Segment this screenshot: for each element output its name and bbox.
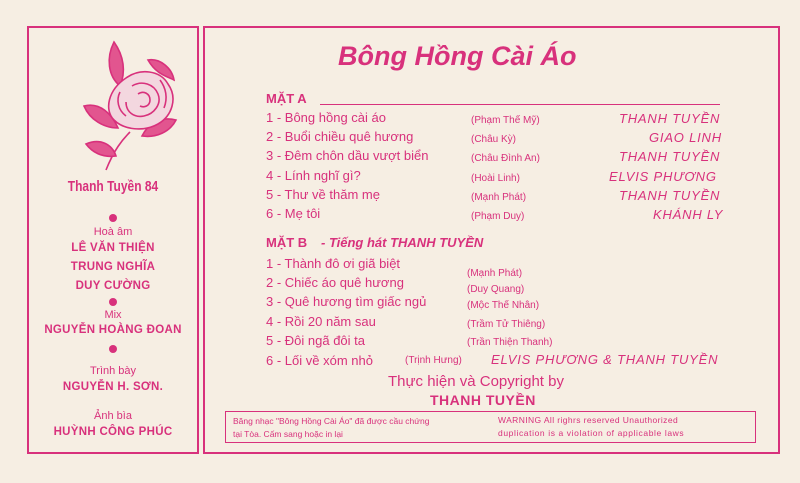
track-singer: KHÁNH LY bbox=[653, 207, 724, 222]
separator-dot bbox=[109, 298, 117, 306]
track-composer: (Trịnh Hưng) bbox=[405, 355, 462, 366]
tracklist-panel bbox=[203, 26, 780, 454]
track-title: 3 - Đêm chôn dầu vượt biển bbox=[266, 148, 429, 163]
brand-logo: Thanh Tuyền 84 bbox=[67, 178, 159, 195]
separator-dot bbox=[109, 345, 117, 353]
notice-text: tại Tòa. Cấm sang hoặc in lại bbox=[233, 429, 343, 439]
track-composer: (Trần Thiện Thanh) bbox=[467, 337, 553, 348]
track-composer: (Phạm Thế Mỹ) bbox=[471, 115, 540, 126]
track-composer: (Châu Đình An) bbox=[471, 153, 540, 164]
track-composer: (Mạnh Phát) bbox=[467, 268, 523, 279]
production-owner: THANH TUYỀN bbox=[430, 392, 536, 408]
track-title: 5 - Đôi ngã đôi ta bbox=[266, 333, 366, 348]
track-title: 2 - Buổi chiều quê hương bbox=[266, 129, 414, 144]
credits-panel bbox=[27, 26, 199, 454]
track-composer: (Mộc Thế Nhân) bbox=[467, 300, 540, 311]
track-composer: (Duy Quang) bbox=[467, 284, 525, 295]
track-composer: (Châu Kỳ) bbox=[471, 134, 517, 145]
track-title: 2 - Chiếc áo quê hương bbox=[266, 275, 404, 290]
side-b-subtitle: - Tiếng hát THANH TUYỀN bbox=[321, 235, 484, 250]
track-singer: THANH TUYỀN bbox=[619, 111, 721, 126]
track-composer: (Mạnh Phát) bbox=[471, 192, 527, 203]
track-title: 1 - Thành đô ơi giã biệt bbox=[266, 256, 401, 271]
separator-dot bbox=[109, 214, 117, 222]
side-b-label: MẶT B bbox=[266, 235, 308, 250]
credit-name: TRUNG NGHĨA bbox=[70, 261, 156, 273]
warning-text: WARNING All righrs reserved Unauthorized bbox=[498, 415, 679, 425]
credit-name: LÊ VĂN THIỆN bbox=[71, 242, 155, 254]
warning-text: duplication is a violation of applicable laws bbox=[498, 428, 685, 438]
track-singer: THANH TUYỀN bbox=[619, 149, 721, 164]
side-a-label: MẶT A bbox=[266, 91, 307, 106]
track-singer: GIAO LINH bbox=[649, 130, 722, 145]
credit-name: DUY CƯỜNG bbox=[75, 280, 151, 292]
credit-role: Trình bày bbox=[89, 365, 137, 377]
notice-text: Băng nhạc "Bông Hồng Cài Áo" đã được cầu chứng bbox=[233, 416, 430, 426]
side-a-rule bbox=[320, 104, 720, 105]
track-title: 6 - Lối về xóm nhỏ bbox=[266, 353, 373, 368]
credit-name: NGUYỄN H. SƠN. bbox=[62, 381, 164, 393]
track-title: 5 - Thư về thăm mẹ bbox=[266, 187, 380, 202]
album-title: Bông Hồng Cài Áo bbox=[338, 41, 577, 71]
rose-logo bbox=[56, 32, 192, 174]
copyright-notice bbox=[225, 411, 756, 443]
production-credit: Thực hiện và Copyright by bbox=[388, 373, 564, 390]
credit-role: Ảnh bìa bbox=[94, 410, 132, 422]
track-title: 3 - Quê hương tìm giấc ngủ bbox=[266, 294, 427, 309]
credit-name: HUỲNH CÔNG PHÚC bbox=[53, 426, 173, 438]
track-singer: THANH TUYỀN bbox=[619, 188, 721, 203]
credit-name: NGUYỄN HOÀNG ĐOAN bbox=[44, 324, 182, 336]
track-singer: ELVIS PHƯƠNG bbox=[609, 169, 717, 184]
track-composer: (Hoài Linh) bbox=[471, 173, 520, 184]
track-title: 1 - Bông hồng cài áo bbox=[266, 110, 386, 125]
track-title: 4 - Lính nghĩ gì? bbox=[266, 168, 361, 183]
credit-role: Hoà âm bbox=[93, 226, 133, 238]
track-title: 4 - Rồi 20 năm sau bbox=[266, 314, 376, 329]
track-title: 6 - Mẹ tôi bbox=[266, 206, 321, 221]
credit-role: Mix bbox=[104, 309, 122, 321]
track-composer: (Phạm Duy) bbox=[471, 211, 525, 222]
track-composer: (Trầm Tử Thiêng) bbox=[467, 319, 546, 330]
track-singer: ELVIS PHƯƠNG & THANH TUYỀN bbox=[491, 352, 719, 367]
